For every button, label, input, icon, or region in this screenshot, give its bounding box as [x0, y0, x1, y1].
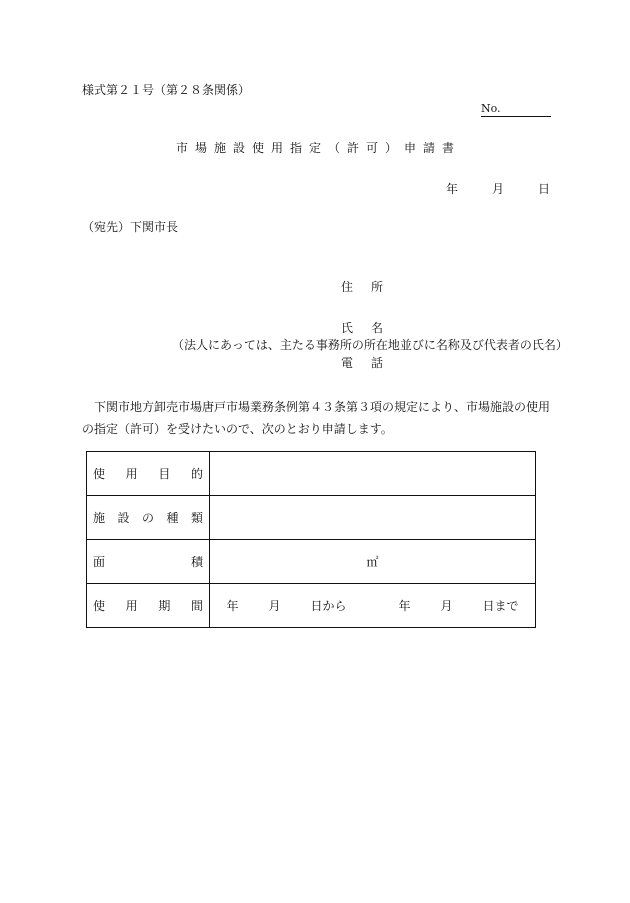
applicant-address-label: 住所	[341, 280, 402, 294]
label-char: 種	[166, 511, 179, 525]
label-char: 目	[158, 467, 171, 481]
facility-type-label	[87, 496, 210, 540]
form-number: 様式第２１号（第２８条関係）	[82, 83, 251, 97]
period-to-year: 年	[398, 599, 411, 613]
date-line	[446, 183, 550, 195]
table-row-area	[87, 540, 536, 584]
label-char: 的	[190, 467, 203, 481]
label-char: 使	[93, 467, 106, 481]
addressee: （宛先）下関市長	[82, 220, 179, 234]
application-statement: 下関市地方卸売市場唐戸市場業務条例第４３条第３項の規定により、市場施設の使用の指定（許可）を受けたいので、次のとおり申請します。	[82, 400, 551, 436]
corporation-note: （法人にあっては、主たる事務所の所在地並びに名称及び代表者の氏名）	[172, 338, 568, 352]
area-value[interactable]	[210, 540, 536, 584]
period-value[interactable]	[210, 584, 536, 628]
purpose-label	[87, 452, 210, 496]
application-detail-table	[86, 451, 536, 628]
table-row-facility-type	[87, 496, 536, 540]
label-char: 積	[190, 555, 203, 569]
label-char: の	[141, 511, 154, 525]
document-number-field: No.	[481, 103, 551, 117]
area-label	[87, 540, 210, 584]
purpose-value[interactable]	[210, 452, 536, 496]
label-char: 設	[117, 511, 130, 525]
label-char: 用	[125, 467, 138, 481]
period-to-day: 日まで	[482, 599, 519, 613]
applicant-phone-label: 電話	[341, 356, 402, 370]
label-char: 間	[190, 599, 203, 613]
period-from-day: 日から	[310, 599, 347, 613]
date-year: 年	[445, 182, 458, 196]
facility-type-value[interactable]	[210, 496, 536, 540]
label-char: 施	[93, 511, 106, 525]
label-char: 用	[125, 599, 138, 613]
period-to-month: 月	[440, 599, 453, 613]
date-month: 月	[491, 182, 504, 196]
table-row-period	[87, 584, 536, 628]
applicant-name-label: 氏名	[341, 321, 402, 335]
label-char: 類	[190, 511, 203, 525]
document-title: 市場施設使用指定（許可）申請書	[175, 141, 461, 155]
label-char: 使	[93, 599, 106, 613]
table-row-purpose	[87, 452, 536, 496]
label-char: 面	[93, 555, 106, 569]
period-from-month: 月	[268, 599, 281, 613]
date-day: 日	[537, 182, 550, 196]
period-from-year: 年	[226, 599, 239, 613]
area-unit: ㎡	[366, 555, 379, 569]
period-label	[87, 584, 210, 628]
label-char: 期	[158, 599, 171, 613]
